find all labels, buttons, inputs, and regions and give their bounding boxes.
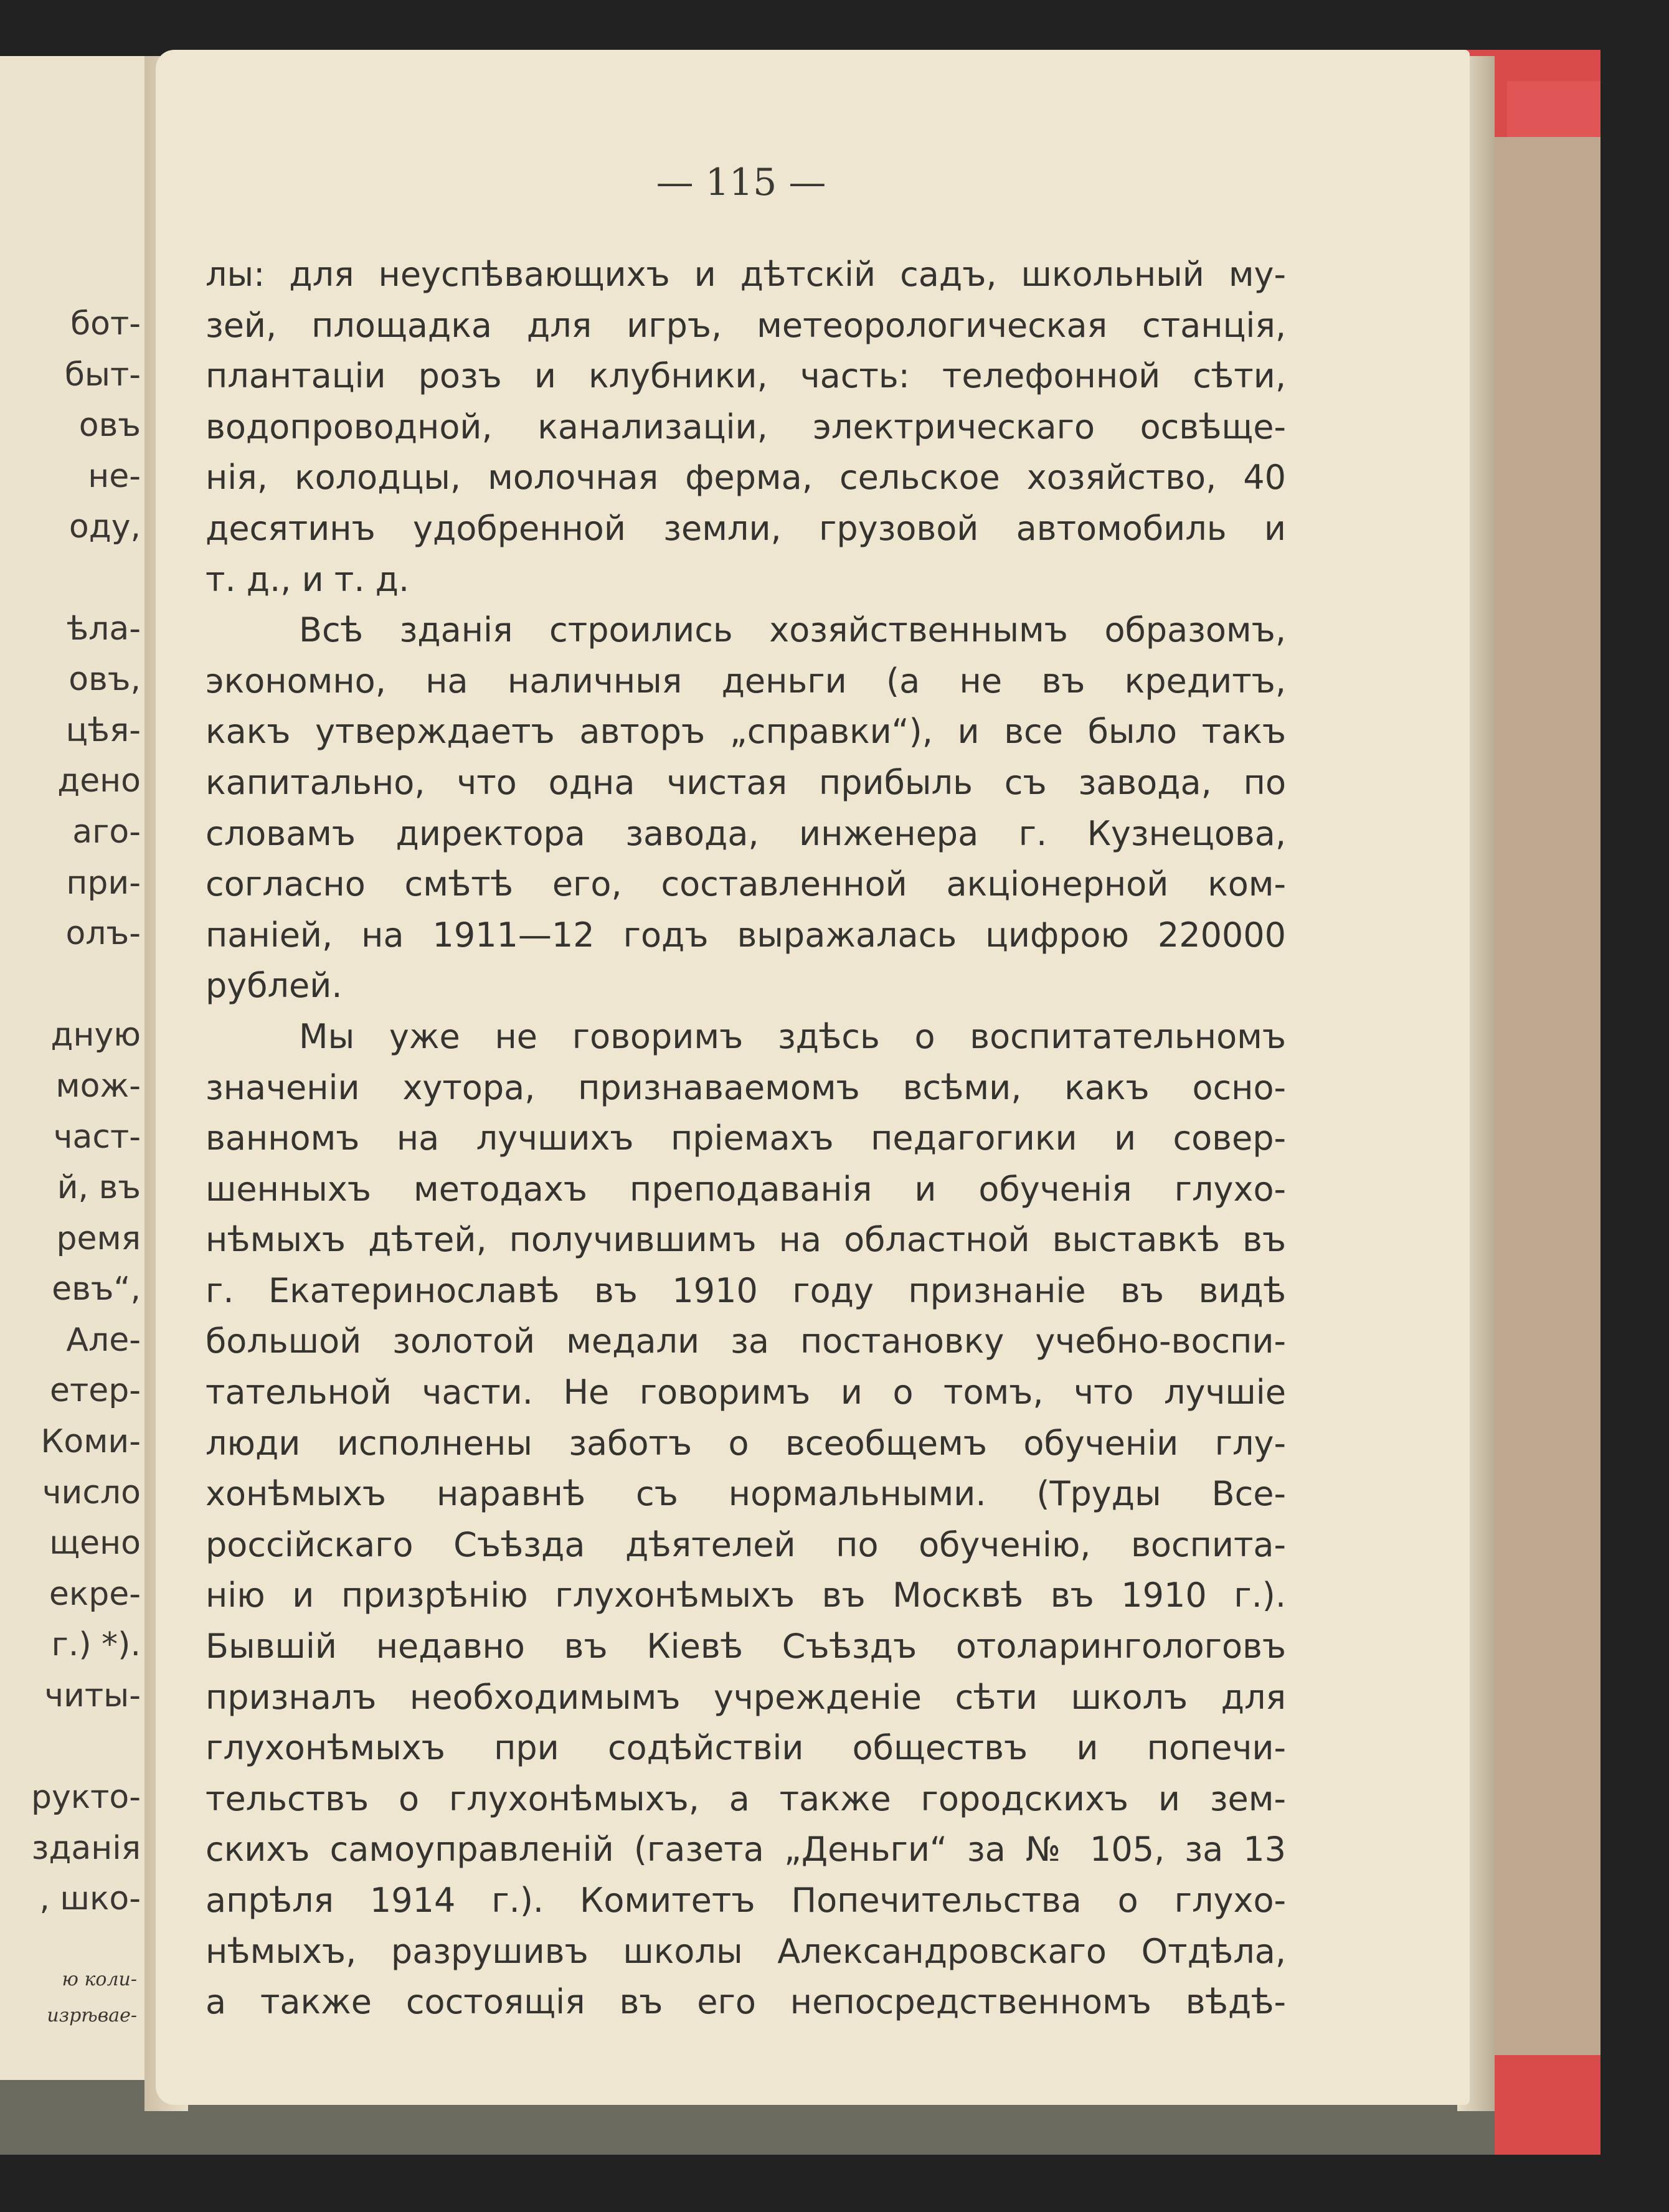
text-line: какъ утверждаетъ авторъ „справки“), и все было такъ [206,712,1286,752]
left-page-line: Коми- [40,1423,141,1461]
text-line: нѣмыхъ, разрушивъ школы Александровскаго Отдѣла, [206,1931,1286,1971]
left-page-line: цѣя- [65,711,141,749]
left-page-footnote [0,1962,137,2034]
left-page-line: ѣла- [67,610,141,648]
left-page-line [0,553,141,604]
left-page-line: аго- [72,813,141,851]
text-line: тельствъ о глухонѣмыхъ, а также городскихъ и зем- [206,1779,1286,1818]
text-line: Бывшій недавно въ Кіевѣ Съѣздъ отоларингологовъ [206,1627,1286,1666]
text-line: словамъ директора завода, инженера г. Кузнецова, [206,813,1286,853]
text-line: глухонѣмыхъ при содѣйствіи обществъ и попечи- [206,1728,1286,1768]
left-page-line [0,1722,141,1773]
text-line: шенныхъ методахъ преподаванія и обученія глухо- [206,1169,1286,1209]
left-page-line: овъ, [69,661,141,699]
text-line: люди исполнены заботъ о всеобщемъ обученіи глу- [206,1423,1286,1463]
left-page-line: оду, [69,508,141,546]
text-line: г. Екатеринославѣ въ 1910 году признаніе въ видѣ [206,1270,1286,1310]
left-page-line: екре- [49,1575,141,1613]
left-page-line: ремя [56,1219,141,1257]
left-page-text [0,299,141,1925]
text-line: десятинъ удобренной земли, грузовой автомобиль и [206,508,1286,548]
left-page-line: евъ“, [52,1270,141,1308]
text-line: нію и призрѣнію глухонѣмыхъ въ Москвѣ въ 1910 г.). [206,1576,1286,1615]
text-line: плантаціи розъ и клубники, часть: телефонной сѣти, [206,356,1286,396]
text-line: тательной части. Не говоримъ и о томъ, что лучшіе [206,1373,1286,1412]
left-page-line: олъ- [65,915,141,953]
left-page-line: щено [49,1524,141,1562]
left-page-line: дную [50,1016,141,1054]
text-line: а также состоящія въ его непосредственномъ вѣдѣ- [206,1982,1286,2022]
text-line: зей, площадка для игръ, метеорологическая станція, [206,305,1286,345]
page-number: — 115 — [656,161,826,204]
text-line: апрѣля 1914 г.). Комитетъ Попечительства о глухо- [206,1881,1286,1920]
left-page-line: рукто- [31,1779,141,1817]
left-page-line: й, въ [57,1169,141,1207]
left-page-line: не- [88,457,141,495]
text-line: нѣмыхъ дѣтей, получившимъ на областной выставкѣ въ [206,1220,1286,1260]
text-line: Всѣ зданія строились хозяйственнымъ образомъ, [299,610,1286,650]
left-page-line: число [42,1473,141,1511]
left-page-footnote-line: изрѣвае- [47,2005,137,2026]
text-line: капитально, что одна чистая прибыль съ завода, по [206,762,1286,802]
left-page-line [0,960,141,1011]
left-page-line: зданія [31,1829,141,1867]
text-line: лы: для неуспѣвающихъ и дѣтскій садъ, школьный му- [206,255,1286,294]
left-page-line: дено [57,762,141,800]
text-line: Мы уже не говоримъ здѣсь о воспитательномъ [299,1016,1286,1056]
page-body-text [206,249,1286,2028]
text-line: паніей, на 1911—12 годъ выражалась цифрою 220000 [206,915,1286,955]
text-line: ванномъ на лучшихъ пріемахъ педагогики и совер- [206,1118,1286,1158]
text-line: рублей. [206,966,343,1006]
text-line: призналъ необходимымъ учрежденіе сѣти школъ для [206,1677,1286,1717]
text-line: значеніи хутора, признаваемомъ всѣми, какъ осно- [206,1067,1286,1107]
left-page-line: мож- [55,1067,141,1105]
text-line: большой золотой медали за постановку учебно-воспи- [206,1321,1286,1361]
text-line: согласно смѣтѣ его, составленной акціонерной ком- [206,864,1286,904]
text-line: хонѣмыхъ наравнѣ съ нормальными. (Труды Все- [206,1474,1286,1514]
left-page-line: читы- [44,1677,141,1715]
left-page-line: быт- [64,356,141,394]
text-line: т. д., и т. д. [206,559,410,599]
left-page-line: бот- [70,305,141,343]
left-page-line: Але- [66,1321,141,1359]
left-page-line: част- [53,1118,141,1156]
text-line: россійскаго Съѣзда дѣятелей по обученію, воспита- [206,1524,1286,1564]
left-page-footnote-line: ю коли- [62,1969,137,1990]
text-line: скихъ самоуправленій (газета „Деньги“ за № 105, за 13 [206,1830,1286,1869]
left-page-line: при- [66,864,141,902]
text-line: водопроводной, канализаціи, электрическаго освѣще- [206,407,1286,447]
left-page [0,56,144,2080]
left-page-line: г.) *). [51,1626,141,1664]
text-line: нія, колодцы, молочная ферма, сельское хозяйство, 40 [206,458,1286,498]
left-page-line: етер- [49,1372,141,1410]
left-page-line: овъ [78,407,141,445]
cover-board [1482,137,1600,2055]
text-line: экономно, на наличныя деньги (а не въ кредитъ, [206,661,1286,701]
left-page-line: , шко- [39,1880,141,1918]
